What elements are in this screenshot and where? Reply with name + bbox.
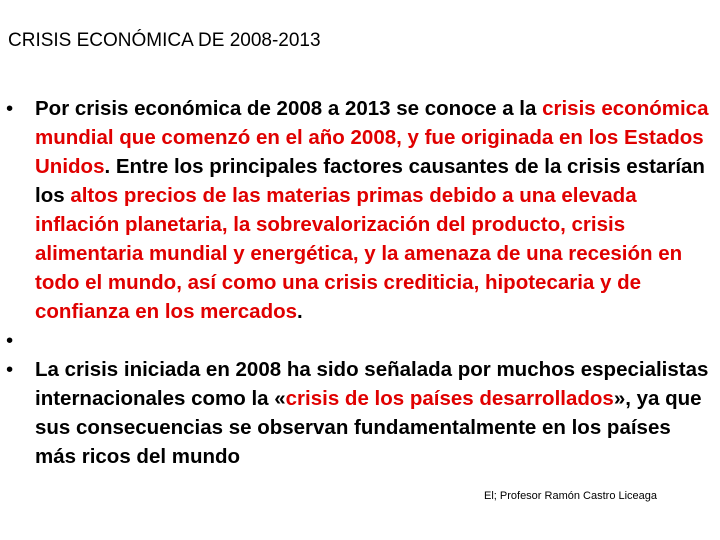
bullet1-highlight-prices: altos precios <box>70 184 197 207</box>
bullet-icon: • <box>6 358 14 381</box>
bullet-icon: • <box>6 97 14 120</box>
bullet1-highlight-origin: crisis económica mundial que comenzó en el año 2008, y fue originada en los Estados Unidos <box>35 97 709 178</box>
bullet-item-empty <box>0 326 720 355</box>
bullet1-text-3: . <box>297 300 303 323</box>
bullet-item-crisis-definition <box>0 94 720 326</box>
bullet3-text-1: La crisis iniciada en 2008 ha sido señalada por muchos especialistas internacionales como la « <box>35 358 709 410</box>
bullet-item-developed-countries <box>0 355 720 471</box>
bullet-icon: • <box>6 329 14 352</box>
footer-author-credit: El; Profesor Ramón Castro Liceaga <box>484 490 658 502</box>
bullet1-highlight-causes: de las materias primas debido a una elevada inflación planetaria, la sobrevalorización del producto, crisis alimentaria mundial y energética, y la amenaza de una recesión en todo el mundo, así como una crisis crediticia, hipotecaria y de confianza en los mercados <box>35 184 683 323</box>
bullet1-text-2: . Entre los principales factores causantes de la crisis estarían los <box>35 155 705 207</box>
bullet3-highlight: crisis de los países desarrollados <box>285 387 614 410</box>
slide-title: CRISIS ECONÓMICA DE 2008-2013 <box>8 30 321 51</box>
bullet1-text-1: Por crisis económica de 2008 a 2013 se conoce a la <box>35 97 543 120</box>
bullet3-text-2: », ya que sus consecuencias se observan fundamentalmente en los países más ricos del mundo <box>35 387 702 468</box>
bullet-list <box>0 94 720 471</box>
